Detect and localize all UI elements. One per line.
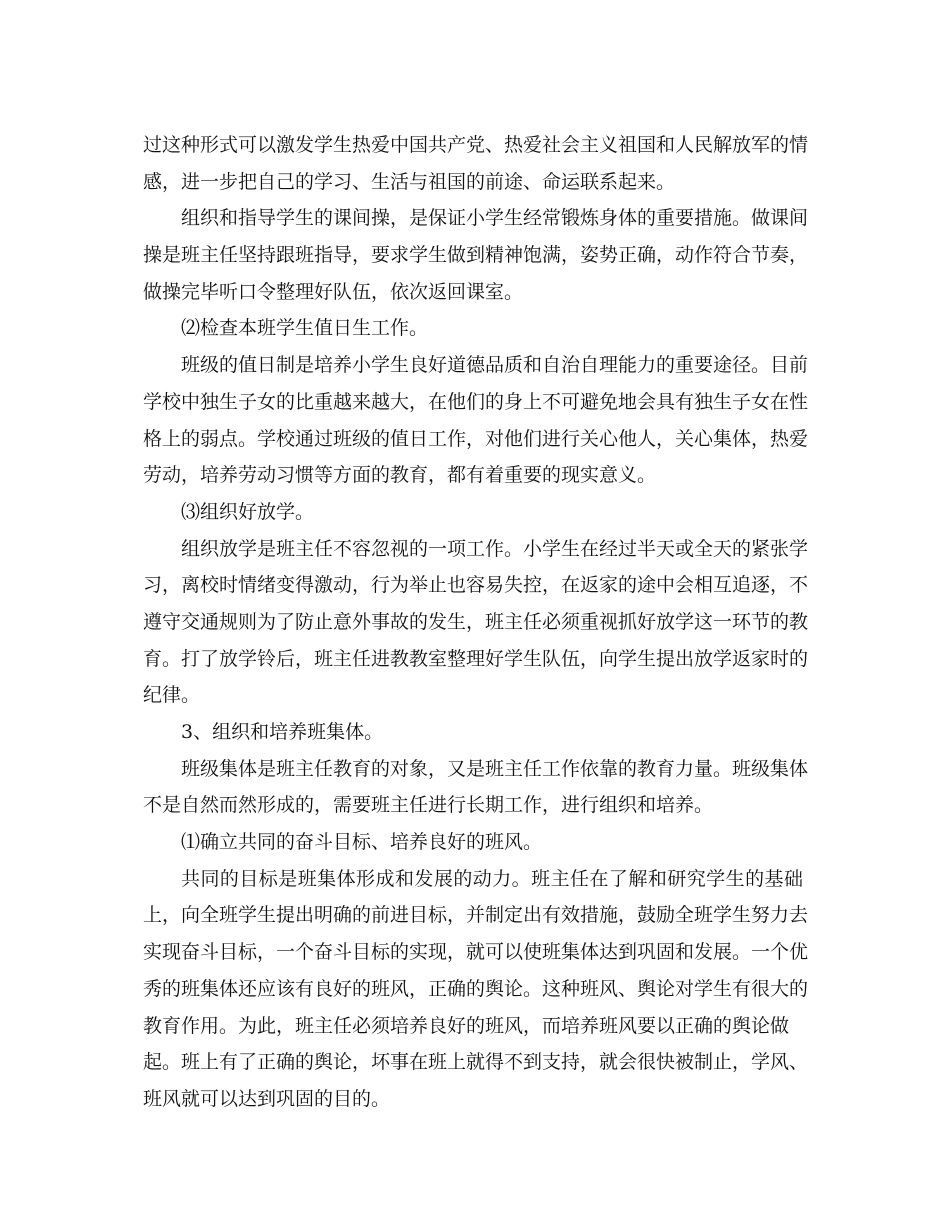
text-line: 班风就可以达到巩固的目的。: [143, 1087, 391, 1110]
document-body: [143, 127, 809, 1118]
text-line: 劳动，培养劳动习惯等方面的教育，都有着重要的现实意义。: [143, 464, 657, 487]
text-line: 过这种形式可以激发学生热爱中国共产党、热爱社会主义祖国和人民解放军的情: [143, 134, 809, 156]
text-line: 上，向全班学生提出明确的前进目标，并制定出有效措施，鼓励全班学生努力去: [143, 904, 809, 927]
text-line: 格上的弱点。学校通过班级的值日工作，对他们进行关心他人，关心集体，热爱: [143, 427, 809, 450]
text-line: 习，离校时情绪变得激动，行为举止也容易失控，在返家的途中会相互追逐，不: [143, 574, 809, 597]
text-line: 组织放学是班主任不容忽视的一项工作。小学生在经过半天或全天的紧张学: [181, 537, 809, 560]
text-line: 纪律。: [143, 684, 201, 707]
text-line: 班级集体是班主任教育的对象，又是班主任工作依靠的教育力量。班级集体: [181, 757, 809, 780]
text-line: 学校中独生子女的比重越来越大，在他们的身上不可避免地会具有独生子女在性: [143, 390, 809, 413]
text-line: 3、组织和培养班集体。: [181, 721, 384, 743]
text-line: 操是班主任坚持跟班指导，要求学生做到精神饱满，姿势正确，动作符合节奏，: [143, 244, 809, 267]
text-line: 遵守交通规则为了防止意外事故的发生，班主任必须重视抓好放学这一环节的教: [143, 610, 809, 633]
text-line: 共同的目标是班集体形成和发展的动力。班主任在了解和研究学生的基础: [181, 867, 803, 890]
text-line: 不是自然而然形成的，需要班主任进行长期工作，进行组织和培养。: [143, 794, 714, 817]
text-line: ⑴确立共同的奋斗目标、培养良好的班风。: [181, 831, 543, 854]
text-line: 育。打了放学铃后，班主任进教教室整理好学生队伍，向学生提出放学返家时的: [143, 647, 809, 670]
text-line: 班级的值日制是培养小学生良好道德品质和自治自理能力的重要途径。目前: [181, 354, 809, 377]
text-line: 感，进一步把自己的学习、生活与祖国的前途、命运联系起来。: [143, 170, 676, 193]
text-line: 起。班上有了正确的舆论，坏事在班上就得不到支持，就会很快被制止，学风、: [143, 1051, 809, 1074]
text-line: 做操完毕听口令整理好队伍，依次返回课室。: [143, 280, 524, 303]
text-line: 教育作用。为此，班主任必须培养良好的班风，而培养班风要以正确的舆论做: [143, 1014, 790, 1037]
text-line: ⑵检查本班学生值日生工作。: [181, 317, 429, 340]
text-line: 秀的班集体还应该有良好的班风，正确的舆论。这种班风、舆论对学生有很大的: [143, 977, 809, 1000]
text-line: 组织和指导学生的课间操，是保证小学生经常锻炼身体的重要措施。做课间: [181, 207, 809, 230]
text-line: 实现奋斗目标，一个奋斗目标的实现，就可以使班集体达到巩固和发展。一个优: [143, 941, 809, 964]
text-line: ⑶组织好放学。: [181, 500, 315, 523]
